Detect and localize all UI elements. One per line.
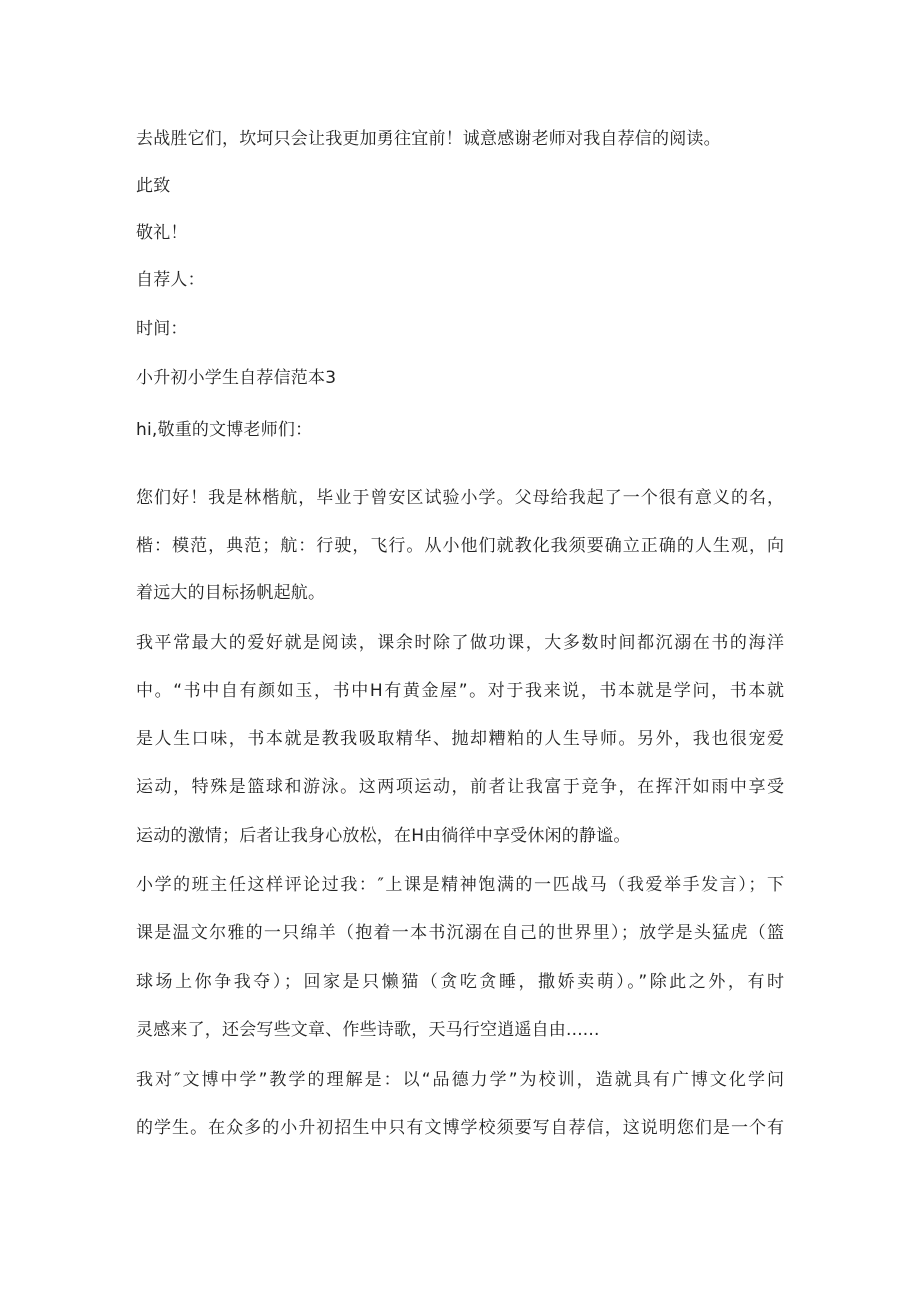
text-line: 的学生。在众多的小升初招生中只有文博学校须要写自荐信，这说明您们是一个有 — [136, 1118, 784, 1138]
text-line: 我对″文博中学”教学的理解是：以“品德力学”为校训，造就具有广博文化学问 — [136, 1070, 784, 1090]
text-line: 我平常最大的爱好就是阅读，课余时除了做功课，大多数时间都沉溺在书的海洋 — [136, 633, 784, 653]
text-line: 小学的班主任这样评论过我：″上课是精神饱满的一匹战马（我爱举手发言）；下 — [136, 875, 784, 895]
text-line: 中。“书中自有颜如玉，书中H有黄金屋”。对于我来说，书本就是学问，书本就 — [136, 681, 784, 701]
text-line: 是人生口味，书本就是教我吸取精华、抛却糟粕的人生导师。另外，我也很宠爱 — [136, 729, 784, 749]
text-line: 您们好！我是林楷航，毕业于曾安区试验小学。父母给我起了一个很有意义的名， — [136, 488, 784, 508]
text-line: 运动的激情；后者让我身心放松，在H由徜徉中享受休闲的静谧。 — [136, 826, 631, 846]
text-line: 此致 — [136, 176, 171, 196]
text-line: 去战胜它们，坎坷只会让我更加勇往宜前！诚意感谢老师对我自荐信的阅读。 — [136, 129, 721, 149]
text-line: 课是温文尔雅的一只绵羊（抱着一本书沉溺在自己的世界里）；放学是头猛虎（篮 — [136, 923, 784, 943]
text-line: 楷：模范，典范；航：行驶，飞行。从小他们就教化我须要确立正确的人生观，向 — [136, 536, 784, 556]
text-line: 运动，特殊是篮球和游泳。这两项运动，前者让我富于竞争，在挥汗如雨中享受 — [136, 777, 784, 797]
text-line: 球场上你争我夺）；回家是只懒猫（贪吃贪睡，撒娇卖萌）。”除此之外，有时 — [136, 972, 784, 992]
text-line: 自荐人： — [136, 270, 205, 290]
salutation: hi,敬重的文博老师们： — [136, 420, 313, 440]
section-heading: 小升初小学生自荐信范本3 — [136, 368, 337, 388]
text-line: 灵感来了，还会写些文章、作些诗歌，天马行空逍遥自由...... — [136, 1020, 600, 1040]
text-line: 时间： — [136, 319, 188, 339]
text-line: 敬礼！ — [136, 223, 188, 243]
text-line: 着远大的目标扬帆起航。 — [136, 583, 326, 603]
